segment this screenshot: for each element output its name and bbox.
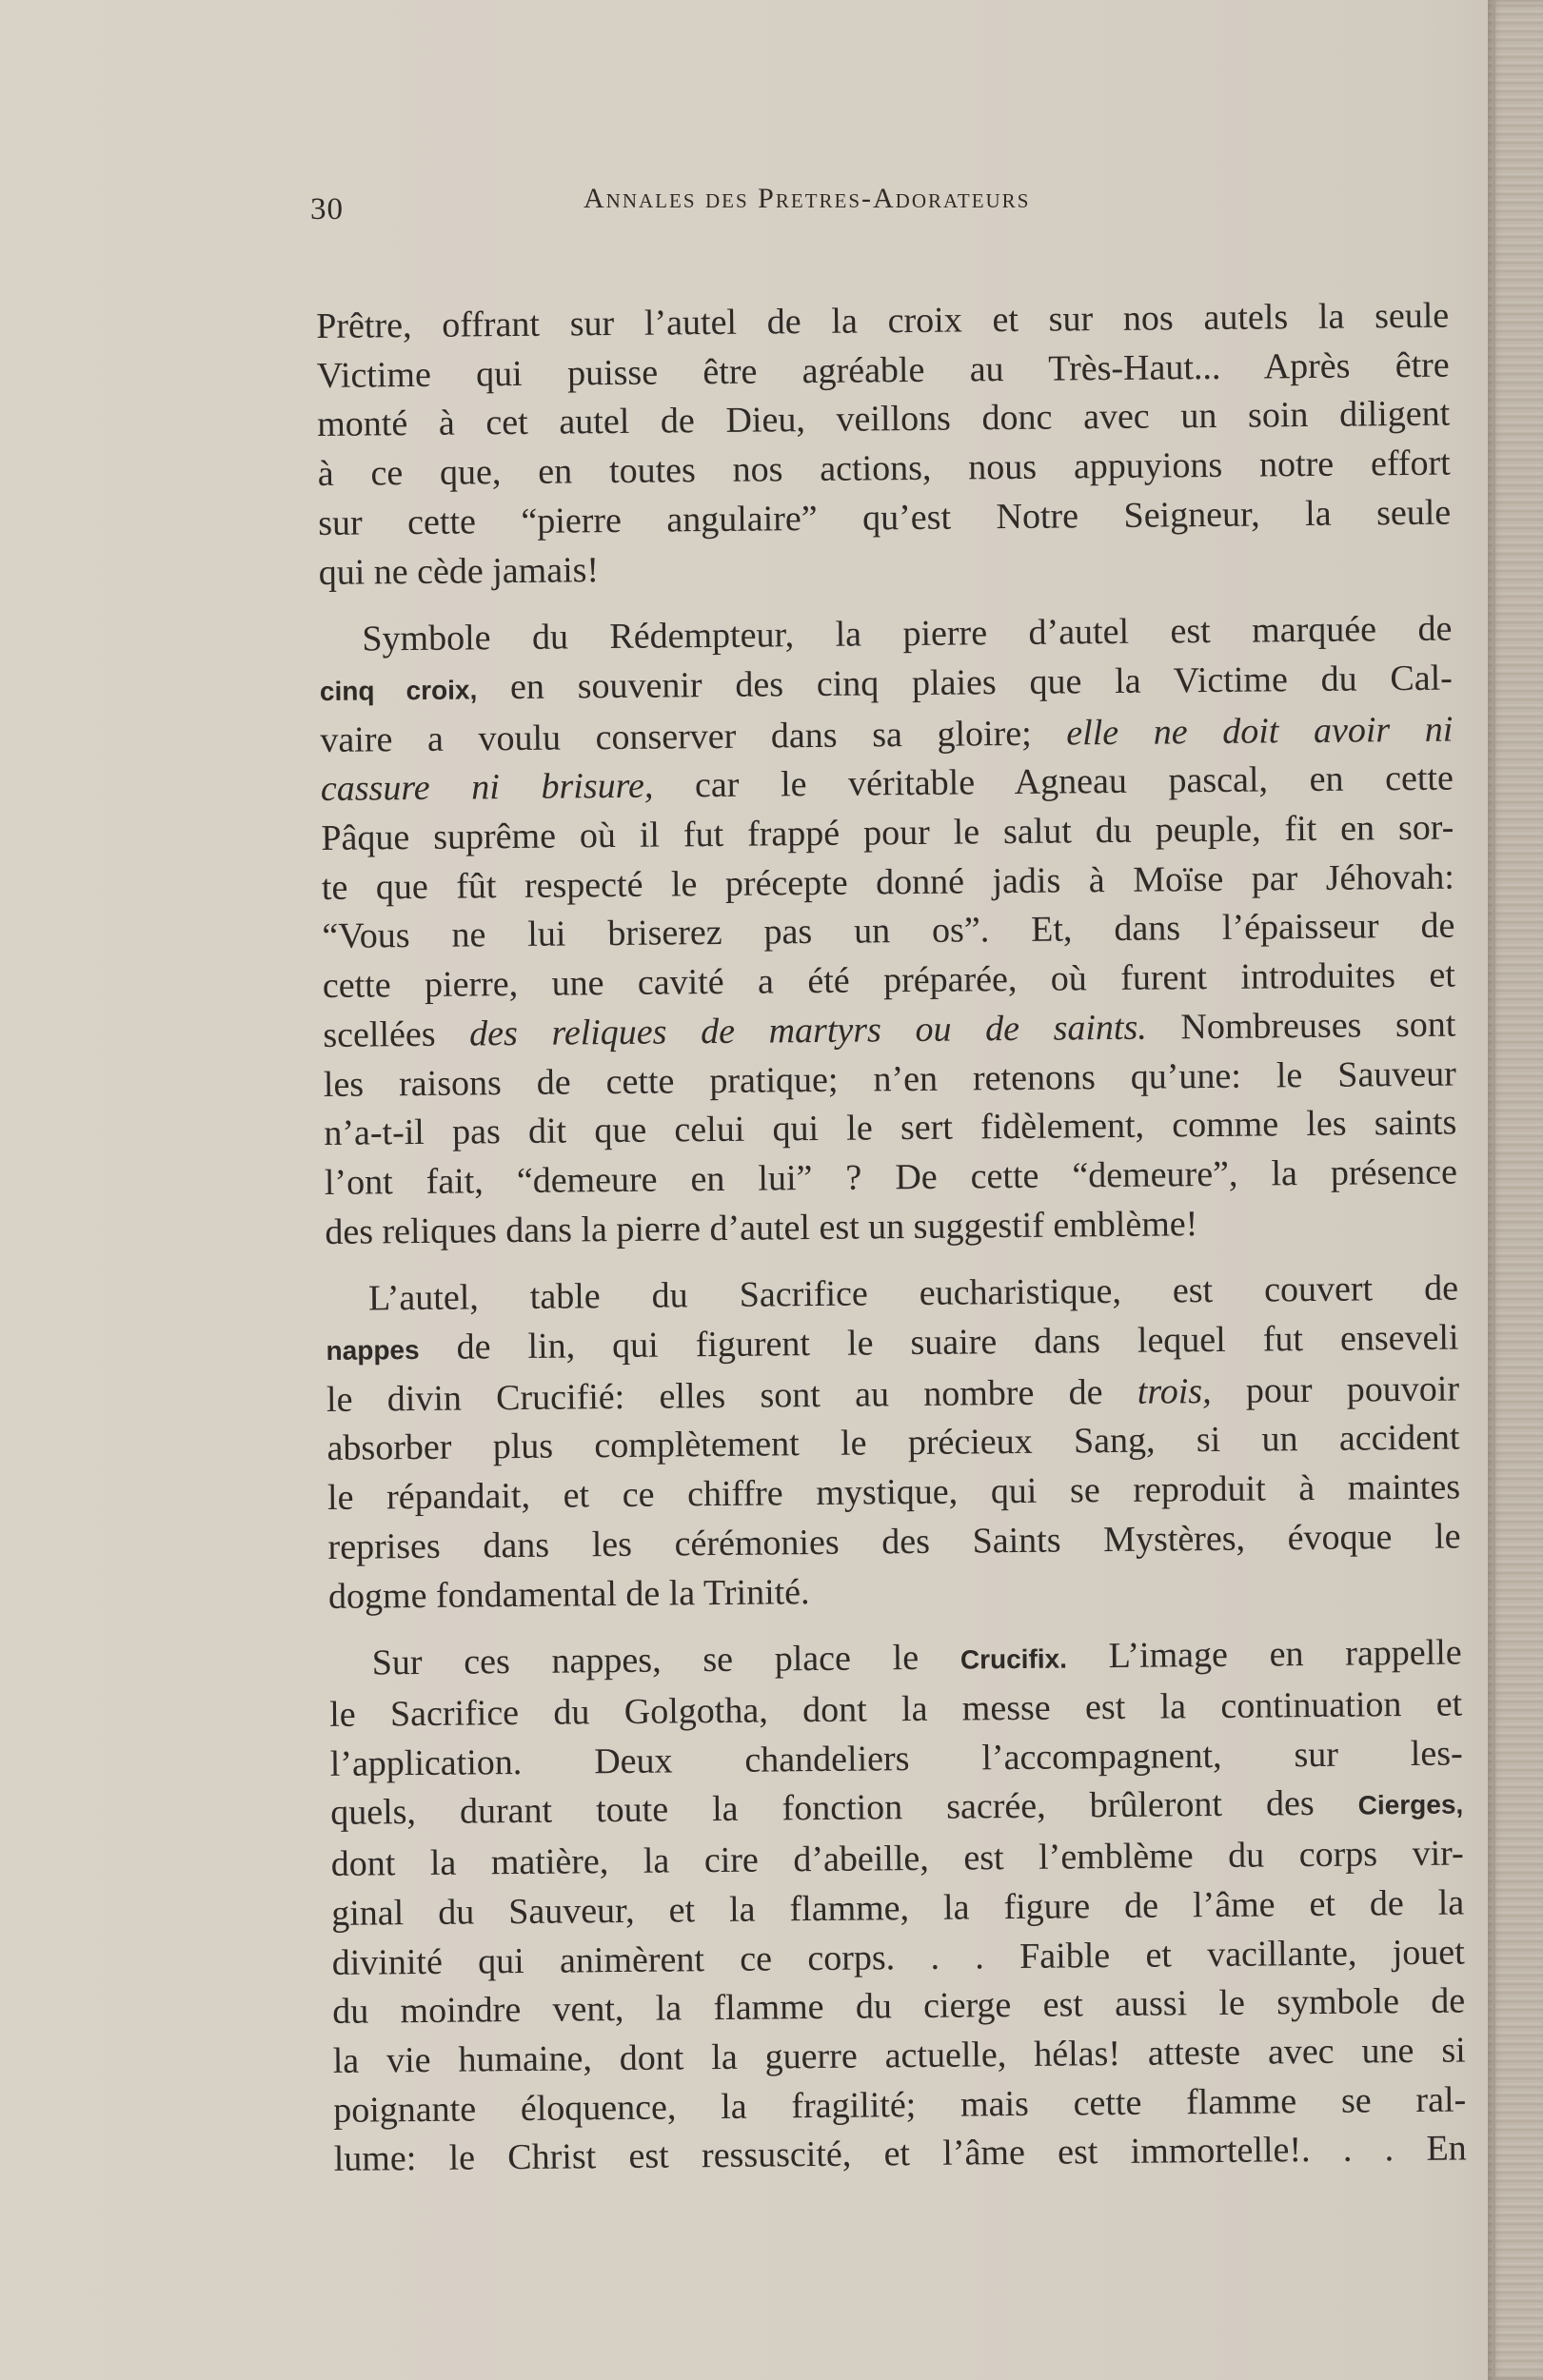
page-edge-line — [1493, 0, 1495, 2380]
text-line: cassure ni brisure, car le véritable Agneau pascal, en cette — [320, 757, 1454, 810]
text-line: le divin Crucifié: elles sont au nombre de trois, pour pouvoir — [326, 1368, 1460, 1420]
text-line: scellées des reliques de martyrs ou de saints. Nombreuses sont — [323, 1004, 1456, 1055]
bold-term: nappes — [326, 1335, 420, 1367]
text-line: poignante éloquence, la fragilité; mais cette flamme se ral- — [333, 2079, 1467, 2131]
italic-phrase: elle ne doit avoir ni — [1066, 709, 1454, 754]
text-line: Pâque suprême où il fut frappé pour le salut du peuple, fit en sor- — [321, 807, 1454, 859]
text-line: vaire a voulu conserver dans sa gloire; elle ne doit avoir ni — [320, 709, 1454, 760]
running-head: Annales des Pretres-Adorateurs — [584, 183, 1031, 214]
text-line: des reliques dans la pierre d’autel est un suggestif emblème! — [325, 1203, 1198, 1252]
text-line: nappes de lin, qui figurent le suaire dans lequel fut enseveli — [326, 1317, 1459, 1368]
text-line: Prêtre, offrant sur l’autel de la croix et sur nos autels la seule — [316, 295, 1450, 346]
text-line: à ce que, en toutes nos actions, nous appuyions notre effort — [317, 443, 1451, 495]
text-line: absorber plus complètement le précieux Sang, si un accident — [326, 1417, 1460, 1469]
text-line: Sur ces nappes, se place le Crucifix. L’image en rappelle — [371, 1632, 1462, 1683]
text-line: cette pierre, une cavité a été préparée, où furent introduites et — [322, 954, 1456, 1007]
text-line: te que fût respecté le précepte donné jadis à Moïse par Jéhovah: — [321, 856, 1455, 908]
page-header — [310, 183, 1453, 230]
text-line: lume: le Christ est ressuscité, et l’âme est immortelle!. . . En — [333, 2128, 1467, 2180]
text-line: dont la matière, la cire d’abeille, est l’emblème du corps vir- — [330, 1833, 1464, 1885]
text-line: les raisons de cette pratique; n’en retenons qu’une: le Sauveur — [323, 1053, 1457, 1105]
bold-term: Cierges, — [1357, 1789, 1464, 1820]
text-line: reprises dans les cérémonies des Saints Mystères, évoque le — [327, 1516, 1461, 1567]
text-line: ginal du Sauveur, et la flamme, la figure de l’âme et de la — [331, 1882, 1465, 1934]
text-line: la vie humaine, dont la guerre actuelle, hélas! atteste avec une si — [332, 2030, 1466, 2081]
body-text — [316, 292, 1467, 2185]
text-line: l’application. Deux chandeliers l’accompagnent, sur les- — [329, 1733, 1463, 1784]
italic-phrase: des reliques de martyrs ou de saints. — [468, 1007, 1147, 1054]
italic-phrase: trois, — [1137, 1370, 1212, 1412]
text-line: n’a-t-il pas dit que celui qui le sert fidèlement, comme les saints — [324, 1102, 1457, 1154]
text-line: Victime qui puisse être agréable au Très-Haut... Après être — [316, 344, 1450, 396]
italic-phrase: cassure ni brisure, — [320, 765, 654, 810]
text-line: l’ont fait, “demeure en lui” ? De cette “demeure”, la présence — [324, 1151, 1458, 1203]
page-number: 30 — [310, 192, 344, 226]
bold-term: Crucifix. — [959, 1643, 1068, 1675]
book-page-edge — [1488, 0, 1543, 2380]
bold-term: cinq croix, — [319, 675, 478, 706]
text-line: divinité qui animèrent ce corps. . . Faible et vacillante, jouet — [331, 1931, 1465, 1983]
text-line: monté à cet autel de Dieu, veillons donc avec un soin diligent — [317, 393, 1451, 445]
text-line: quels, durant toute la fonction sacrée, brûleront des Cierges, — [330, 1782, 1464, 1834]
text-line: du moindre vent, la flamme du cierge est aussi le symbole de — [332, 1980, 1466, 2033]
text-line: dogme fondamental de la Trinité. — [327, 1571, 810, 1617]
text-line: cinq croix, en souvenir des cinq plaies que la Victime du Cal- — [319, 658, 1454, 708]
text-line: L’autel, table du Sacrifice eucharistique, est couvert de — [367, 1268, 1459, 1319]
text-line: “Vous ne lui briserez pas un os”. Et, dans l’épaisseur de — [322, 905, 1455, 957]
text-line: le répandait, et ce chiffre mystique, qui se reproduit à maintes — [326, 1466, 1461, 1519]
text-line: Symbole du Rédempteur, la pierre d’autel est marquée de — [362, 608, 1453, 659]
text-line: le Sacrifice du Golgotha, dont la messe est la continuation et — [329, 1683, 1463, 1735]
text-line: qui ne cède jamais! — [318, 549, 600, 593]
text-line: sur cette “pierre angulaire” qu’est Notre Seigneur, la seule — [318, 492, 1452, 543]
